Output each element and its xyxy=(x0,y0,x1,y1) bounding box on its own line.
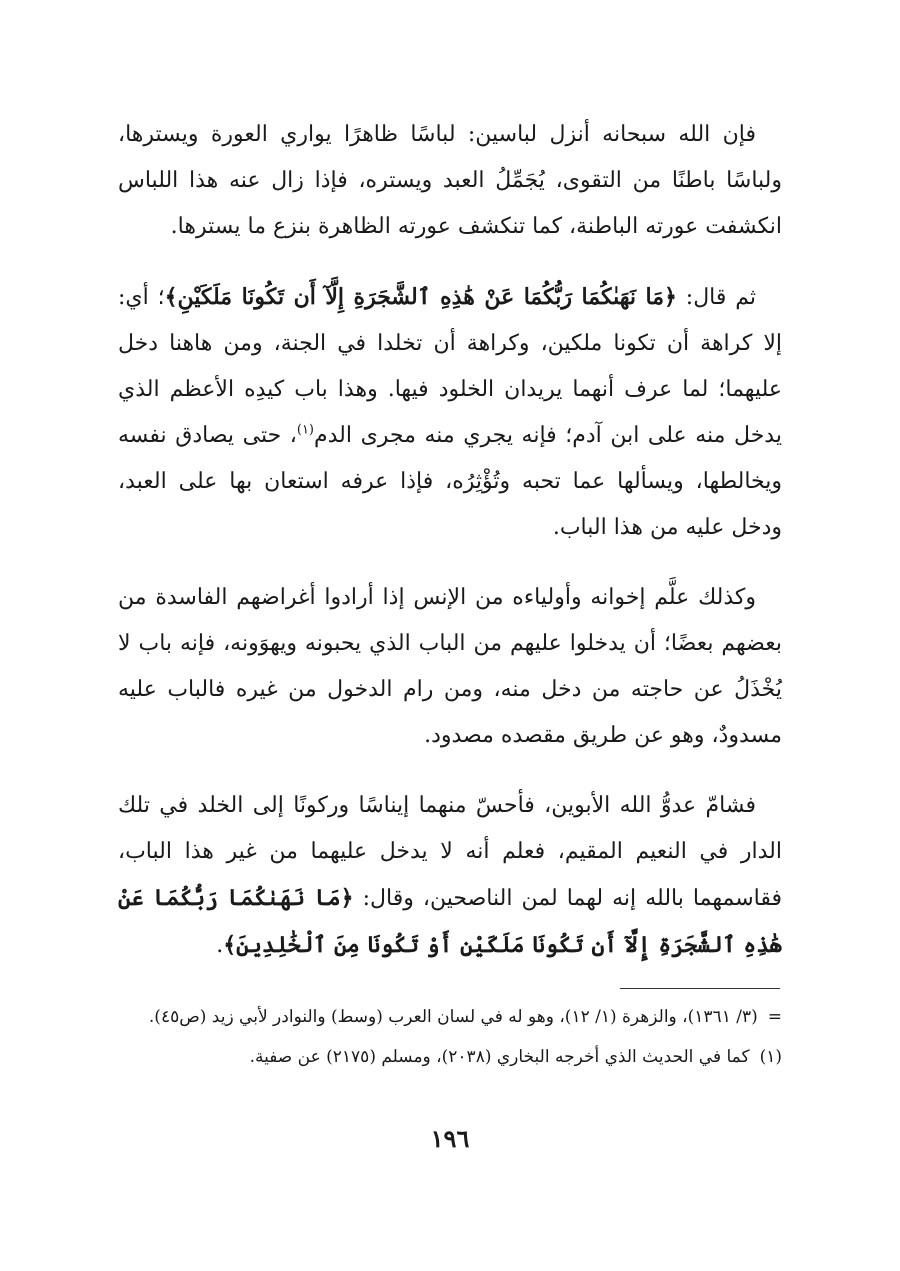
footnote-1 xyxy=(118,1040,782,1074)
paragraph-3-text: وكذلك علَّم إخوانه وأولياءه من الإنس إذا أرادوا أغراضهم الفاسدة من بعضهم بعضًا؛ أن يدخلوا عليهم من الباب الذي يحبونه ويهوَونه، فإنه باب لا يُخْذَلُ عن حاجته من دخل منه، ومن رام الدخول من غيره فالباب عليه مسدودٌ، وهو عن طريق مقصده مصدود. xyxy=(118,585,782,748)
main-text xyxy=(118,112,782,969)
paragraph-1-text: فإن الله سبحانه أنزل لباسين: لباسًا ظاهرًا يواري العورة ويسترها، ولباسًا باطنًا من التقوى، يُجَمِّلُ العبد ويستره، فإذا زال عنه هذا اللباس انكشفت عورته الباطنة، كما تنكشف عورته الظاهرة بنزع ما يسترها. xyxy=(118,122,782,239)
paragraph-3 xyxy=(118,575,782,759)
quran-verse-2: ﴿مَا نَهَىٰكُمَا رَبُّكُمَا عَنْ هَٰذِهِ ٱلشَّجَرَةِ إِلَّآ أَن تَكُونَا مَلَكَيْنِ أَوْ تَكُونَا مِنَ ٱلْخَٰلِدِينَ﴾ xyxy=(118,885,782,958)
footnote-1-text: كما في الحديث الذي أخرجه البخاري (٢٠٣٨)، ومسلم (٢١٧٥) عن صفية. xyxy=(249,1047,750,1067)
paragraph-1 xyxy=(118,112,782,250)
paragraph-2-intro: ثم قال: xyxy=(685,285,757,310)
page-number: ١٩٦ xyxy=(430,1124,470,1153)
paragraph-4-text: فشامّ عدوُّ الله الأبوين، فأحسّ منهما إيناسًا وركونًا إلى الخلد في تلك الدار في النعيم المقيم، فعلم أنه لا يدخل عليهما من غير هذا الباب، فقاسمهما بالله إنه لهما لمن الناصحين، وقال: xyxy=(118,793,782,911)
paragraph-4 xyxy=(118,783,782,969)
paragraph-2 xyxy=(118,274,782,551)
footnote-continuation xyxy=(118,1000,782,1034)
footnote-separator xyxy=(620,988,780,989)
paragraph-4-end: . xyxy=(216,933,224,958)
paragraph-2-text-b: ، حتى يصادق نفسه ويخالطها، ويسألها عما تحبه وتُؤْثِرُه، فإذا عرفه استعان بها على العبد، ودخل عليه من هذا الباب. xyxy=(118,423,782,540)
footnote-1-marker: (١) xyxy=(759,1047,782,1067)
footnotes xyxy=(118,1000,782,1080)
paragraph-2-text-a: ؛ أي: إلا كراهة أن تكونا ملكين، وكراهة أن تخلدا في الجنة، ومن هاهنا دخل عليهما؛ لما عرف أنهما يريدان الخلود فيها. وهذا باب كيدِه الأعظم الذي يدخل منه على ابن آدم؛ فإنه يجري منه مجرى الدم xyxy=(118,285,782,448)
quran-verse-1: ﴿مَا نَهَىٰكُمَا رَبُّكُمَا عَنْ هَٰذِهِ ٱلشَّجَرَةِ إِلَّآ أَن تَكُونَا مَلَكَيْنِ﴾ xyxy=(164,284,677,310)
footnote-reference-1[interactable]: (١) xyxy=(296,422,314,438)
continuation-marker: = xyxy=(767,1007,782,1027)
continuation-text: (٣/ ١٣٦١)، والزهرة (١/ ١٢)، وهو له في لسان العرب (وسط) والنوادر لأبي زيد (ص٤٥). xyxy=(148,1007,758,1027)
